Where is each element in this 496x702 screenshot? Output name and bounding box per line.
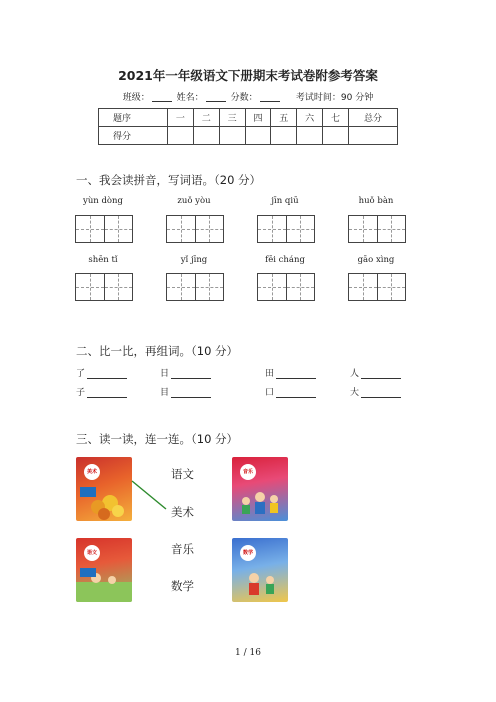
pinyin-label: huǒ bàn [358,196,394,206]
pinyin-label: gāo xìng [357,255,395,265]
name-label: 姓名： [176,93,204,103]
compare-char: 口 [265,388,275,398]
book-label: 美术 [84,464,100,480]
page-title: 2021年一年级语文下册期末考试卷附参考答案 [118,68,378,83]
pinyin-label: shēn tǐ [88,255,118,265]
answer-line[interactable] [361,389,401,398]
connection-line [130,475,170,515]
writing-grid[interactable] [166,215,224,243]
compare-char: 田 [265,369,275,379]
writing-grid[interactable] [348,215,406,243]
score-table-cell: 题序 [99,109,168,127]
score-table-score-row [99,127,398,145]
section3-heading: 三、读一读，连一连。（10 分） [76,432,239,446]
page-number: 1 / 16 [235,648,261,658]
compare-char: 大 [350,388,360,398]
score-table-cell: 一 [168,109,194,127]
score-table-cell: 二 [193,109,219,127]
score-input-cell[interactable] [297,127,323,145]
compare-item[interactable] [350,385,401,398]
chinese-book-cover[interactable] [76,538,132,602]
answer-line[interactable] [276,370,316,379]
score-table-header-row [99,109,398,127]
compare-item[interactable] [160,366,211,379]
writing-grid[interactable] [75,215,133,243]
compare-item[interactable] [76,385,127,398]
score-label: 分数： [230,93,258,103]
compare-char: 人 [350,369,360,379]
class-label: 班级： [122,93,150,103]
compare-char: 了 [76,369,86,379]
score-table-cell: 得分 [99,127,168,145]
pinyin-label: yùn dòng [83,196,123,206]
section1-heading: 一、我会读拼音，写词语。（20 分） [76,173,262,187]
answer-line[interactable] [276,389,316,398]
word-label[interactable]: 音乐 [171,542,194,556]
compare-item[interactable] [265,385,316,398]
writing-grid[interactable] [257,273,315,301]
score-table-cell: 七 [323,109,349,127]
score-table [98,108,398,145]
answer-line[interactable] [171,389,211,398]
compare-char: 子 [76,388,86,398]
music-book-cover[interactable] [232,457,288,521]
score-table-cell: 六 [297,109,323,127]
score-table-cell: 三 [219,109,245,127]
time-label: 考试时间：90 分钟 [295,93,374,103]
answer-line[interactable] [361,370,401,379]
pinyin-label: fēi cháng [265,255,305,265]
compare-char: 目 [160,388,170,398]
compare-item[interactable] [160,385,211,398]
art-book-cover[interactable] [76,457,132,521]
compare-item[interactable] [76,366,127,379]
score-blank[interactable] [260,92,280,102]
word-label[interactable]: 美术 [171,505,194,519]
name-blank[interactable] [206,92,226,102]
answer-line[interactable] [87,389,127,398]
class-blank[interactable] [152,92,172,102]
pinyin-label: zuǒ yòu [177,196,211,206]
score-input-cell[interactable] [323,127,349,145]
book-label: 数学 [240,545,256,561]
writing-grid[interactable] [257,215,315,243]
compare-item[interactable] [350,366,401,379]
word-label[interactable]: 语文 [171,467,194,481]
score-table-cell: 四 [245,109,271,127]
writing-grid[interactable] [166,273,224,301]
writing-grid[interactable] [348,273,406,301]
word-label[interactable]: 数学 [171,579,194,593]
score-input-cell[interactable] [168,127,194,145]
score-input-cell[interactable] [348,127,397,145]
score-input-cell[interactable] [219,127,245,145]
pinyin-label: yǐ jīng [180,255,208,265]
pinyin-label: jīn qiū [271,196,299,206]
compare-char: 日 [160,369,170,379]
section2-heading: 二、比一比，再组词。（10 分） [76,344,239,358]
score-table-cell: 总分 [348,109,397,127]
answer-line[interactable] [87,370,127,379]
score-input-cell[interactable] [193,127,219,145]
book-label: 音乐 [240,464,256,480]
score-input-cell[interactable] [245,127,271,145]
answer-line[interactable] [171,370,211,379]
score-input-cell[interactable] [271,127,297,145]
score-table-cell: 五 [271,109,297,127]
compare-item[interactable] [265,366,316,379]
math-book-cover[interactable] [232,538,288,602]
book-label: 语文 [84,545,100,561]
writing-grid[interactable] [75,273,133,301]
exam-info [0,90,496,103]
